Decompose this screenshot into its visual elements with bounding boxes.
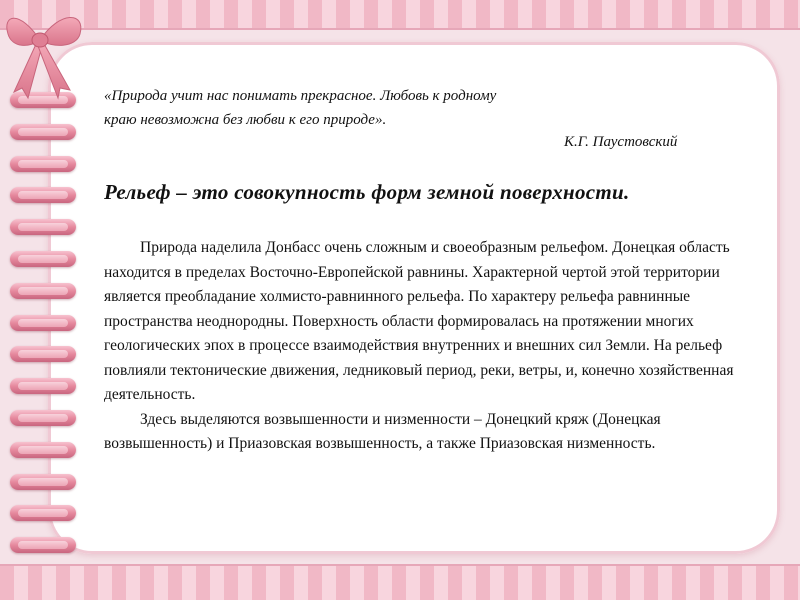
spiral-binding-ring-icon xyxy=(10,124,76,140)
quote-line-2: краю невозможна без любви к его природе». xyxy=(104,112,387,128)
quote-author: К.Г. Паустовский xyxy=(564,134,678,150)
spiral-binding-ring-icon xyxy=(10,537,76,553)
spiral-binding-ring-icon xyxy=(10,346,76,362)
spiral-binding-ring-icon xyxy=(10,156,76,172)
spiral-binding-ring-icon xyxy=(10,315,76,331)
spiral-binding-ring-icon xyxy=(10,410,76,426)
spiral-binding-ring-icon xyxy=(10,474,76,490)
bottom-stripe-band xyxy=(0,564,800,600)
spiral-binding-ring-icon xyxy=(10,378,76,394)
body-paragraph-2: Здесь выделяются возвышенности и низменности – Донецкий кряж (Донецкая возвышенность) и Приазовская возвышенность, а также Приазовская низменность. xyxy=(104,410,661,452)
spiral-binding-ring-icon xyxy=(10,505,76,521)
body-text xyxy=(104,236,752,457)
quote-line-1: «Природа учит нас понимать прекрасное. Любовь к родному xyxy=(104,88,497,104)
spiral-binding-ring-icon xyxy=(10,251,76,267)
spiral-binding-ring-icon xyxy=(10,187,76,203)
slide-content xyxy=(104,84,764,457)
body-paragraph-1: Природа наделила Донбасс очень сложным и своеобразным рельефом. Донецкая область находится в пределах Восточно-Европейской равнины. Характерной чертой этой территории является преобладание холмисто-равнинного рельефа. По характеру рельефа равнинные пространства неоднородны. Поверхность области формировалась на протяжении многих геологических эпох в процессе взаимодействия внутренних и внешних сил Земли. На рельеф повлияли тектонические движения, ледниковый период, реки, ветры, и, конечно хозяйственная деятельность. xyxy=(104,239,734,403)
top-stripe-band xyxy=(0,0,800,30)
spiral-binding-ring-icon xyxy=(10,283,76,299)
spiral-binding-ring-icon xyxy=(10,442,76,458)
ribbon-bow-icon xyxy=(0,0,110,110)
spiral-binding-ring-icon xyxy=(10,219,76,235)
slide-heading: Рельеф – это совокупность форм земной поверхности. xyxy=(104,180,630,204)
